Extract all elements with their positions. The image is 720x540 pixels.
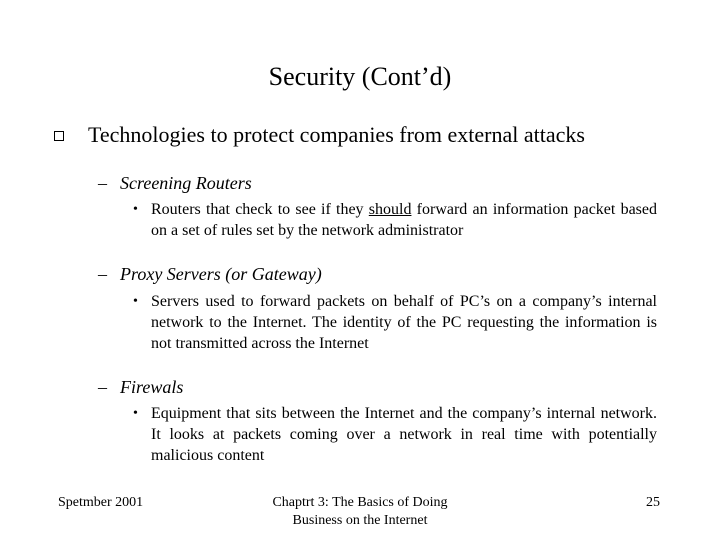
- section-detail-text: Equipment that sits between the Internet and the company’s internal network. It looks at packets coming over a network in real time with potentially malicious content: [151, 405, 657, 464]
- section-detail-text: Routers that check to see if they should forward an information packet based on a set of rules set by the network administrator: [151, 201, 657, 239]
- footer-date: Spetmber 2001: [58, 495, 144, 510]
- section-heading-text: Screening Routers: [120, 173, 252, 193]
- square-bullet-icon: [54, 131, 64, 141]
- section-heading-text: Firewals: [120, 377, 184, 397]
- footer-chapter: [240, 494, 480, 530]
- dot-marker: •: [133, 406, 138, 421]
- main-bullet-text: Technologies to protect companies from external attacks: [88, 122, 585, 147]
- dash-marker: –: [98, 377, 107, 397]
- dot-marker: •: [133, 294, 138, 309]
- section-heading-text: Proxy Servers (or Gateway): [120, 264, 322, 284]
- footer-page-number: 25: [646, 495, 660, 510]
- slide-title: Security (Cont’d): [268, 62, 452, 91]
- dash-marker: –: [98, 173, 107, 193]
- dot-marker: •: [133, 202, 138, 217]
- footer-chapter-line2: Business on the Internet: [292, 513, 428, 528]
- dash-marker: –: [98, 264, 107, 284]
- section-detail-text: Servers used to forward packets on behalf of PC’s on a company’s internal network to the Internet. The identity of the PC requesting the information is not transmitted across the Internet: [151, 293, 657, 352]
- underlined-word: should: [368, 201, 412, 218]
- footer-chapter-line1: Chaptrt 3: The Basics of Doing: [272, 495, 448, 510]
